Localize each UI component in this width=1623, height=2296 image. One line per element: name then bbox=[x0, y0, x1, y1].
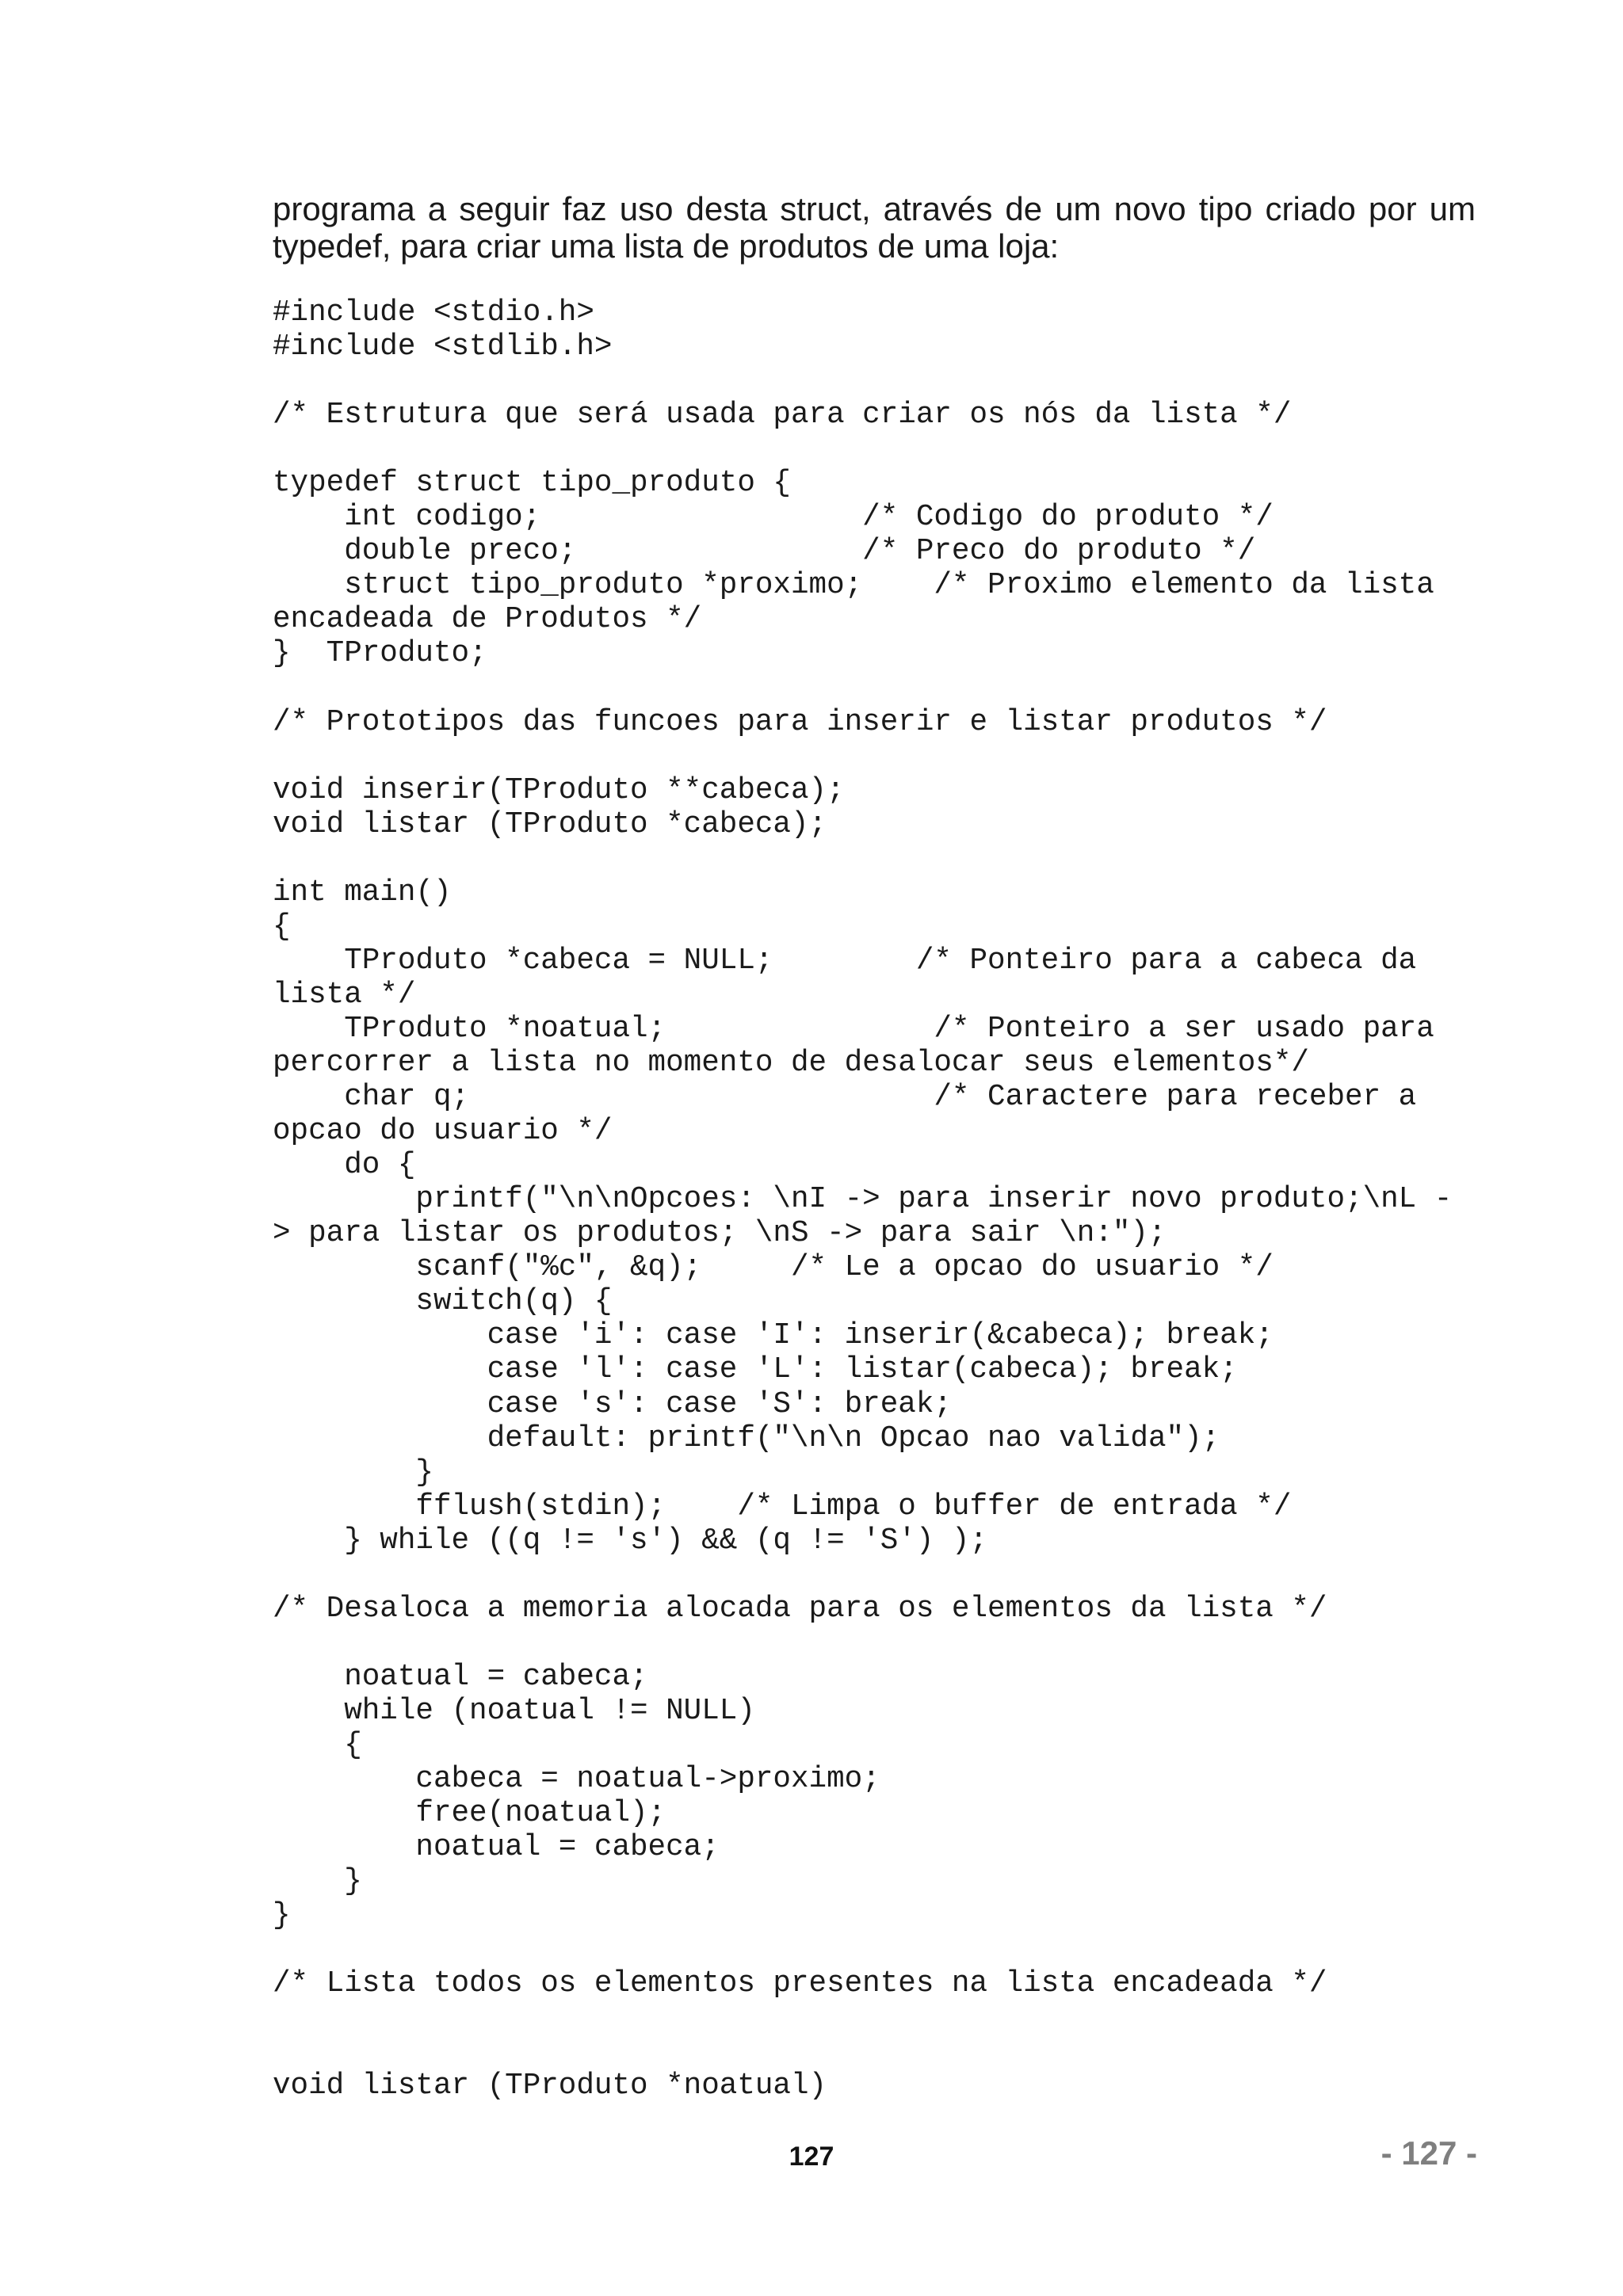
code-line: noatual = cabeca; bbox=[273, 1660, 648, 1694]
intro-line-1: programa a seguir faz uso desta struct, através de um novo tipo criado por um bbox=[273, 190, 1476, 227]
code-line: cabeca = noatual->proximo; bbox=[273, 1763, 880, 1797]
code-line: #include <stdio.h> bbox=[273, 296, 594, 330]
code-line: } bbox=[273, 1455, 433, 1489]
code-line: /* Estrutura que será usada para criar os nós da lista */ bbox=[273, 399, 1292, 433]
page-number-right: - 127 - bbox=[1381, 2134, 1477, 2172]
code-line: /* Lista todos os elementos presentes na lista encadeada */ bbox=[273, 1967, 1327, 2001]
code-line bbox=[273, 364, 1509, 399]
code-line: { bbox=[273, 910, 291, 944]
page-number-center: 127 bbox=[789, 2142, 834, 2172]
code-line: > para listar os produtos; \nS -> para sair \n:"); bbox=[273, 1217, 1167, 1251]
code-line: encadeada de Produtos */ bbox=[273, 603, 702, 637]
code-line: case 's': case 'S': break; bbox=[273, 1387, 952, 1421]
code-line: } while ((q != 's') && (q != 'S') ); bbox=[273, 1524, 988, 1558]
code-line: fflush(stdin); /* Limpa o buffer de entrada */ bbox=[273, 1489, 1292, 1524]
code-line: void listar (TProduto *noatual) bbox=[273, 2069, 827, 2103]
code-line bbox=[273, 740, 1509, 774]
code-line: char q; /* Caractere para receber a bbox=[273, 1081, 1417, 1115]
code-line: } TProduto; bbox=[273, 637, 487, 671]
code-line: default: printf("\n\n Opcao nao valida"); bbox=[273, 1421, 1220, 1455]
code-line: #include <stdlib.h> bbox=[273, 330, 613, 364]
code-line: } bbox=[273, 1865, 362, 1899]
code-line: case 'i': case 'I': inserir(&cabeca); break; bbox=[273, 1319, 1274, 1353]
code-line: double preco; /* Preco do produto */ bbox=[273, 535, 1256, 569]
code-line: TProduto *noatual; /* Ponteiro a ser usado para bbox=[273, 1012, 1434, 1046]
code-line bbox=[273, 2001, 1509, 2035]
code-line: do { bbox=[273, 1149, 416, 1183]
code-line: printf("\n\nOpcoes: \nI -> para inserir novo produto;\nL - bbox=[273, 1183, 1453, 1217]
code-line: opcao do usuario */ bbox=[273, 1115, 613, 1149]
code-line: /* Desaloca a memoria alocada para os elementos da lista */ bbox=[273, 1592, 1327, 1626]
code-line: int main() bbox=[273, 875, 452, 910]
code-line: void inserir(TProduto **cabeca); bbox=[273, 773, 845, 807]
code-line bbox=[273, 1558, 1509, 1592]
code-line: typedef struct tipo_produto { bbox=[273, 467, 791, 501]
code-line: case 'l': case 'L': listar(cabeca); break; bbox=[273, 1353, 1238, 1387]
intro-line-2: typedef, para criar uma lista de produtos de uma loja: bbox=[273, 227, 1060, 265]
code-line: noatual = cabeca; bbox=[273, 1831, 720, 1865]
code-line: while (noatual != NULL) bbox=[273, 1694, 755, 1728]
code-line: struct tipo_produto *proximo; /* Proximo elemento da lista bbox=[273, 569, 1434, 603]
code-line bbox=[273, 2035, 1509, 2069]
code-line: percorrer a lista no momento de desalocar seus elementos*/ bbox=[273, 1047, 1309, 1081]
code-line bbox=[273, 672, 1509, 706]
code-line: { bbox=[273, 1728, 362, 1762]
code-line: /* Prototipos das funcoes para inserir e listar produtos */ bbox=[273, 705, 1327, 739]
code-line: switch(q) { bbox=[273, 1285, 613, 1319]
code-line bbox=[273, 1627, 1509, 1661]
code-line: scanf("%c", &q); /* Le a opcao do usuario */ bbox=[273, 1251, 1274, 1285]
code-line bbox=[273, 842, 1509, 876]
code-listing bbox=[273, 296, 1509, 2103]
code-line bbox=[273, 433, 1509, 467]
code-line: free(noatual); bbox=[273, 1797, 666, 1831]
code-line: void listar (TProduto *cabeca); bbox=[273, 807, 827, 841]
code-line bbox=[273, 1933, 1509, 1967]
code-line: } bbox=[273, 1899, 291, 1933]
code-line: lista */ bbox=[273, 978, 416, 1012]
intro-paragraph bbox=[273, 190, 1476, 265]
code-line: TProduto *cabeca = NULL; /* Ponteiro para a cabeca da bbox=[273, 944, 1417, 978]
code-line: int codigo; /* Codigo do produto */ bbox=[273, 501, 1274, 535]
